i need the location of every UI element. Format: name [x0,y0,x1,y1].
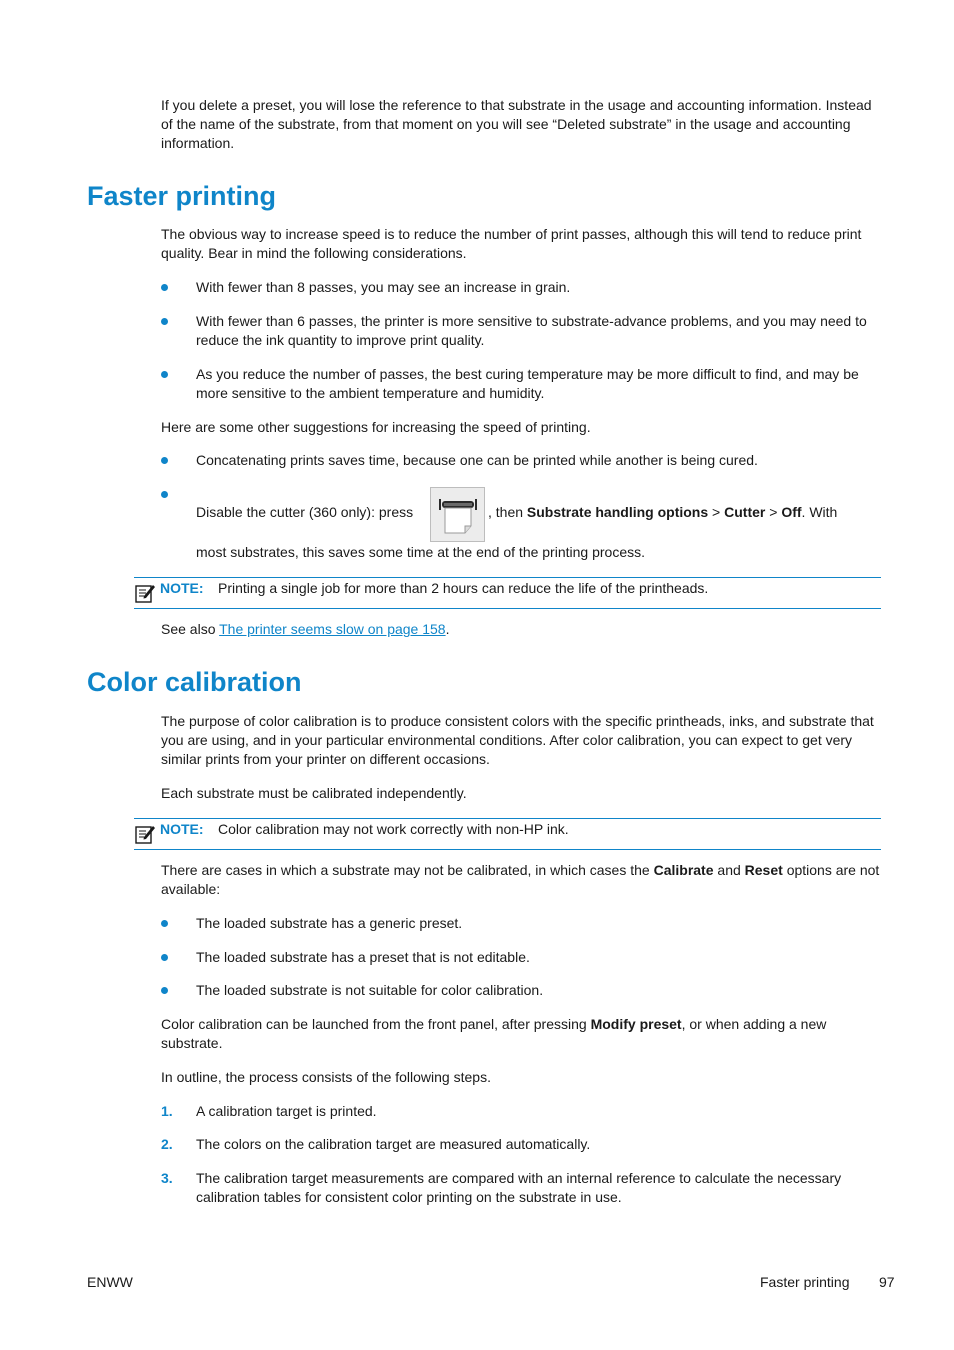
footer-section: Faster printing [760,1274,850,1290]
cutter-line-1-rest [488,503,837,522]
suggestions-paragraph: Here are some other suggestions for increasing the speed of printing. [161,419,591,435]
list-item [161,914,883,933]
list-item-text: The loaded substrate has a preset that is not editable. [196,949,530,965]
list-item-text: The loaded substrate has a generic preset. [196,915,463,931]
bullet-icon [161,318,168,325]
cutter-text-tail: . With [801,504,838,520]
bullet-icon [161,284,168,291]
option-cutter: Cutter [724,504,766,520]
step-text: The calibration target measurements are compared with an internal reference to calculate the necessary calibration tables for consistent color printing on the substrate in use. [196,1170,842,1205]
see-also-pre: See also [161,621,216,637]
bullet-icon [161,457,168,464]
list-item [161,981,883,1000]
note-box [134,577,881,609]
note-label: NOTE: [160,580,204,596]
front-panel-paragraph [161,1015,883,1053]
note-box [134,818,881,850]
text-run: options are not available: [161,862,880,897]
footer-left: ENWW [87,1274,133,1290]
option-off: Off [781,504,802,520]
menu-separator: > [769,504,778,520]
bullet-icon [161,920,168,927]
page-number: 97 [879,1274,895,1290]
text-run: , or when adding a new substrate. [161,1016,827,1051]
text-run: There are cases in which a substrate may not be calibrated, in which cases the [161,862,650,878]
bullet-icon [161,954,168,961]
not-calibrated-paragraph [161,861,883,899]
see-also-post: . [445,621,450,637]
outline-paragraph: In outline, the process consists of the following steps. [161,1069,491,1085]
bullet-icon [161,987,168,994]
note-icon [134,582,156,604]
bullet-icon [161,491,168,498]
menu-separator: > [712,504,721,520]
note-label: NOTE: [160,821,204,837]
cutter-line-1 [196,503,413,522]
printer-slow-link[interactable]: The printer seems slow on page 158 [219,621,446,637]
note-text: Color calibration may not work correctly with non-HP ink. [218,821,569,837]
heading-faster-printing: Faster printing [87,181,277,211]
cutter-line-2: most substrates, this saves some time at the end of the printing process. [196,544,645,560]
step-text: The colors on the calibration target are measured automatically. [196,1136,591,1152]
list-item [161,312,883,350]
list-item [161,451,883,470]
text-run: and [717,862,741,878]
list-item [161,365,883,403]
step-number: 1. [161,1103,173,1119]
list-item-text: Concatenating prints saves time, because one can be printed while another is being cured. [196,452,758,468]
cutter-text-pre: Disable the cutter (360 only): press [196,504,414,520]
option-calibrate: Calibrate [653,862,714,878]
list-item-text: As you reduce the number of passes, the best curing temperature may be more difficult to find, and may be more sensitive to the ambient temperature and humidity. [196,366,859,401]
list-item-text: With fewer than 6 passes, the printer is more sensitive to substrate-advance problems, and you may need to reduce the ink quantity to improve print quality. [196,313,867,348]
faster-printing-intro: The obvious way to increase speed is to reduce the number of print passes, although this will tend to reduce print quality. Bear in mind the following considerations. [161,226,862,261]
substrate-panel-icon [430,487,485,542]
step-item [161,1102,883,1121]
heading-color-calibration: Color calibration [87,667,302,697]
list-item [161,948,883,967]
calibrate-independently: Each substrate must be calibrated independently. [161,785,467,801]
step-number: 2. [161,1136,173,1152]
see-also [161,620,883,639]
bullet-icon [161,371,168,378]
list-item-text: The loaded substrate is not suitable for color calibration. [196,982,544,998]
cutter-text-then: , then [488,504,524,520]
step-item [161,1169,883,1207]
step-number: 3. [161,1170,173,1186]
substrate-roll-icon [431,488,484,541]
note-icon [134,823,156,845]
list-item-text: With fewer than 8 passes, you may see an increase in grain. [196,279,571,295]
list-item [161,278,883,297]
step-text: A calibration target is printed. [196,1103,377,1119]
note-text: Printing a single job for more than 2 hours can reduce the life of the printheads. [218,580,709,596]
option-reset: Reset [744,862,783,878]
color-calibration-intro: The purpose of color calibration is to produce consistent colors with the specific printheads, inks, and substrate that you are using, and in your particular environmental conditions. After color calibration, you can expect to get very similar prints from your printer on different occasions. [161,713,874,767]
intro-paragraph: If you delete a preset, you will lose the reference to that substrate in the usage and accounting information. Instead of the name of the substrate, from that moment on you will see “Deleted substrate” in the usage and accounting information. [161,97,872,151]
option-substrate-handling: Substrate handling options [526,504,709,520]
step-item [161,1135,883,1154]
text-run: Color calibration can be launched from the front panel, after pressing [161,1016,587,1032]
option-modify-preset: Modify preset [590,1016,682,1032]
